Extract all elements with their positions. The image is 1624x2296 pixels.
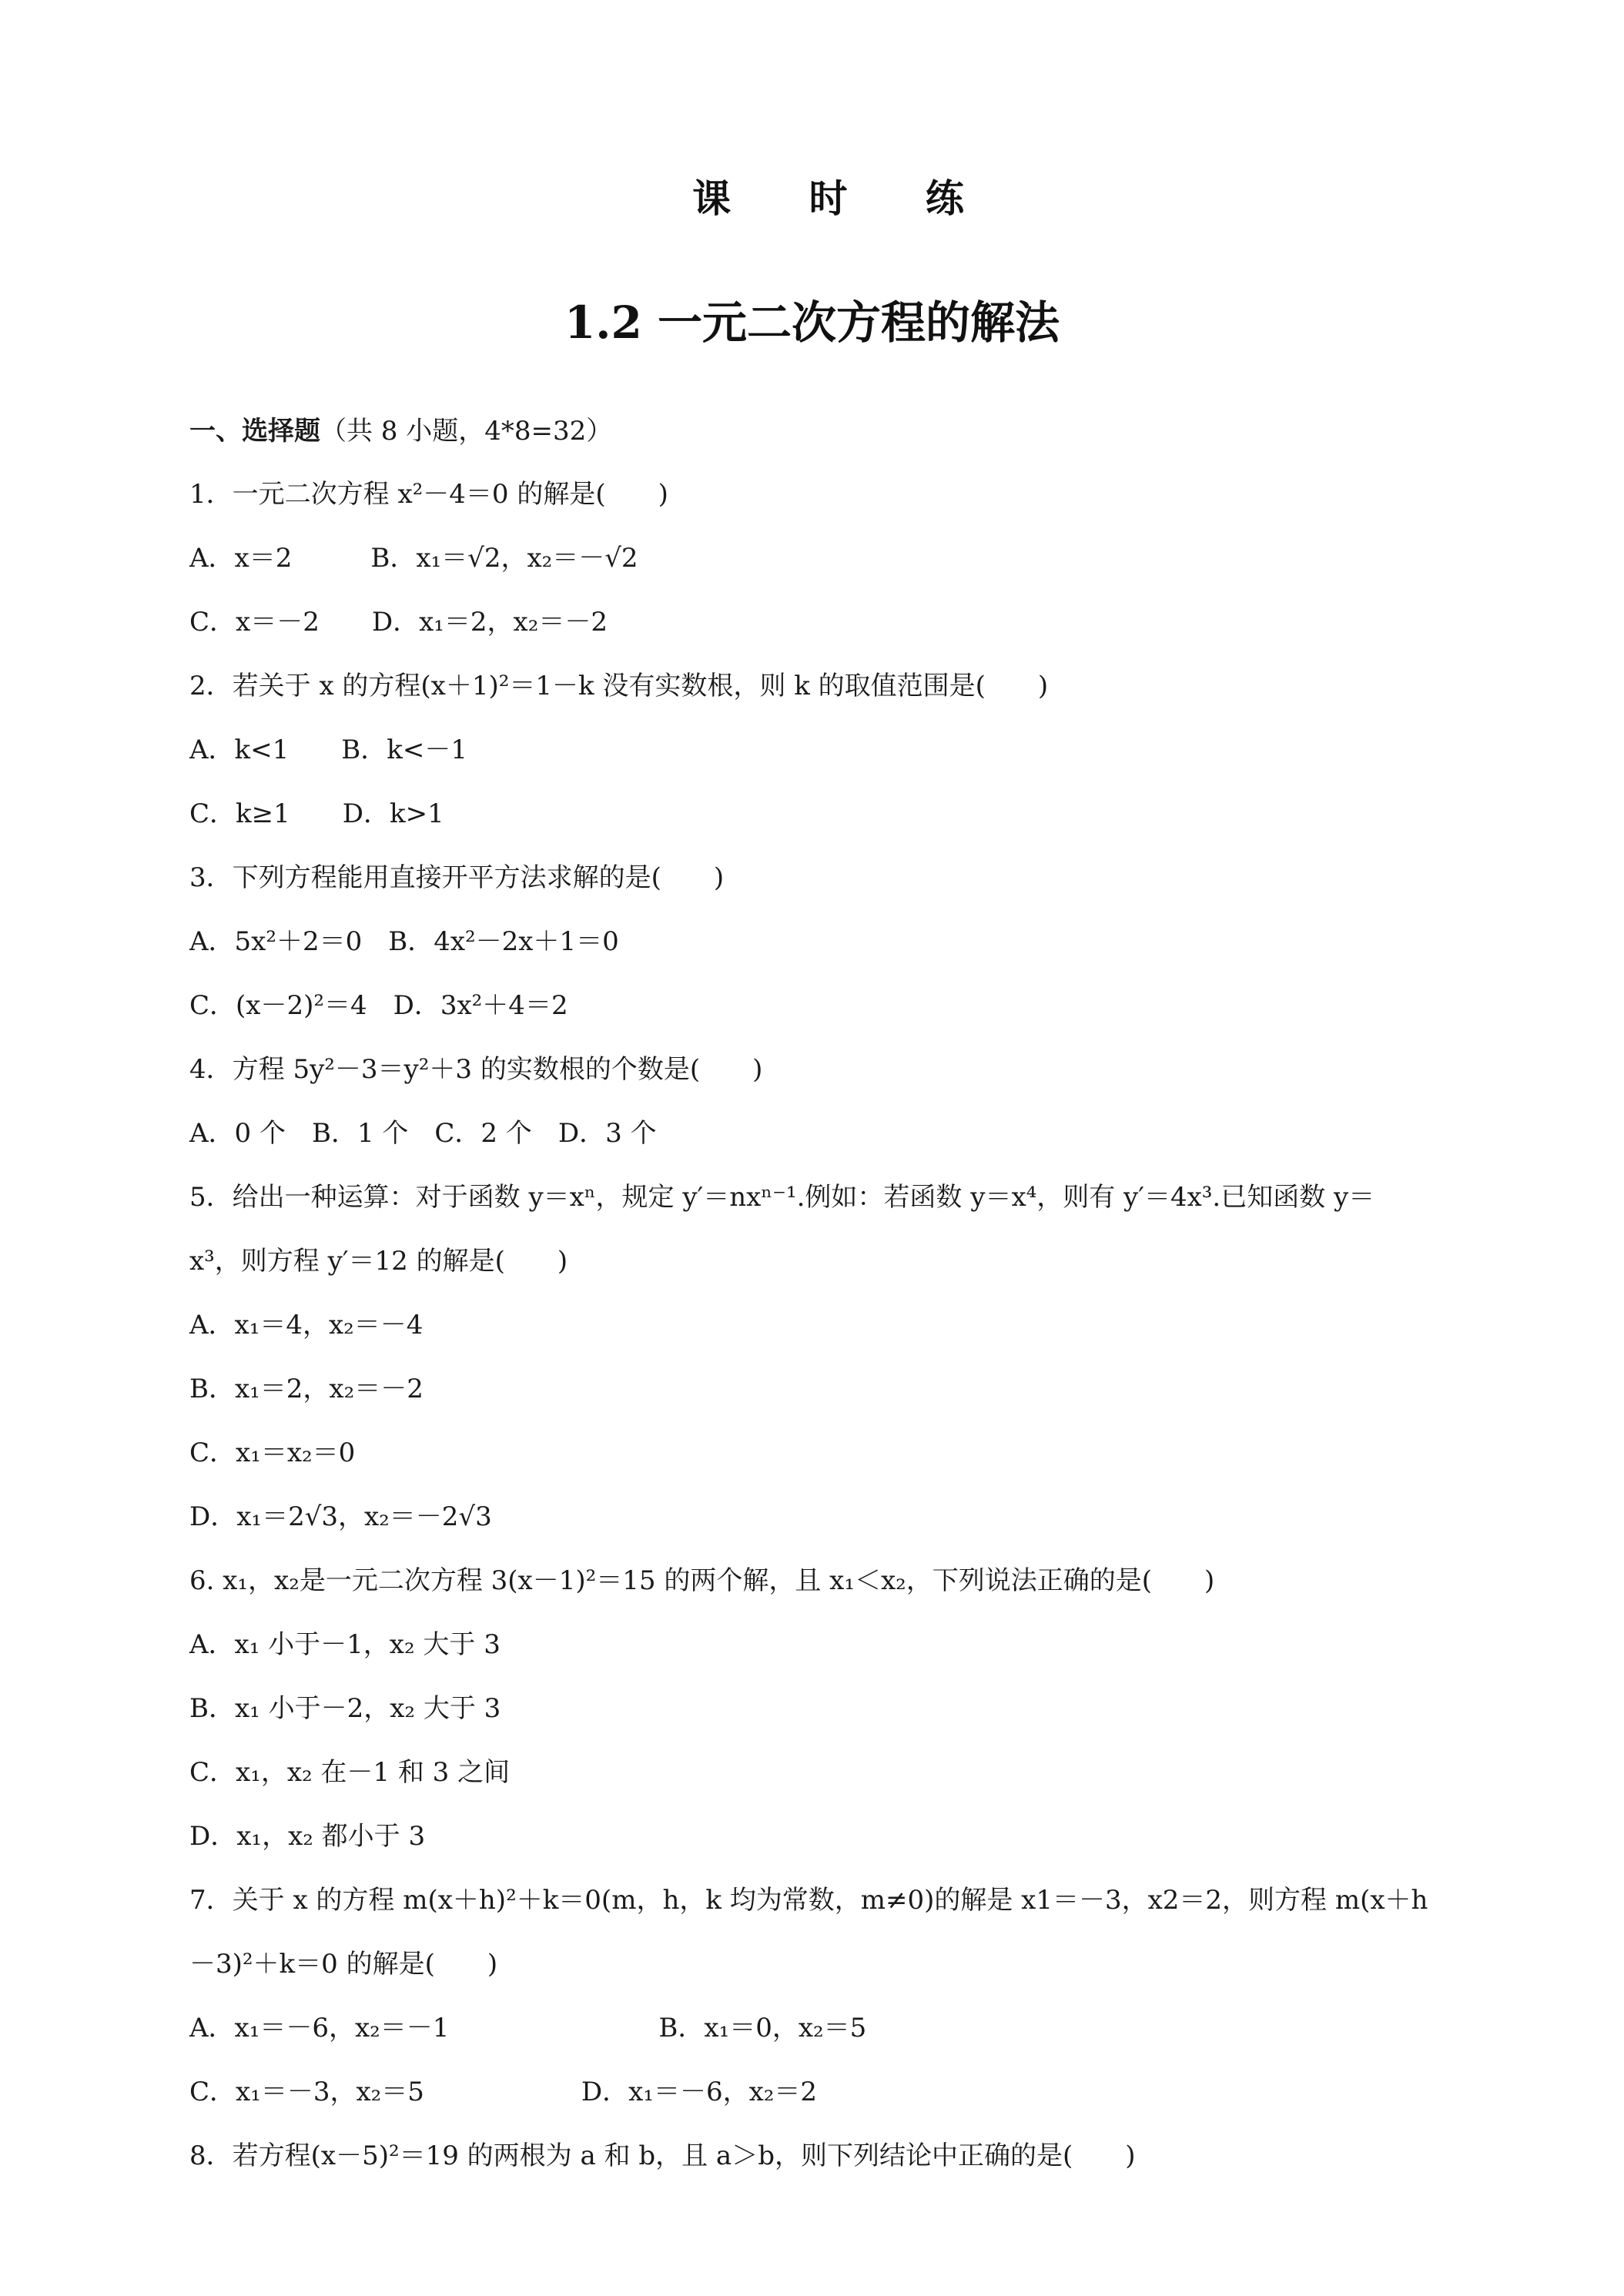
- q2-options-cd: C．k≥1 D．k>1: [189, 798, 444, 829]
- question-7: 7．关于 x 的方程 m(x＋h)²＋k＝0(m，h，k 均为常数，m≠0)的解是 x1＝－3，x2＝2，则方程 m(x＋h: [189, 1885, 1428, 1916]
- q5-option-a: A．x₁＝4，x₂＝－4: [189, 1310, 424, 1340]
- q6-option-a: A．x₁ 小于－1，x₂ 大于 3: [189, 1629, 501, 1660]
- q5-option-c: C．x₁＝x₂＝0: [189, 1438, 356, 1468]
- q7-options-cd: C．x₁＝－3，x₂＝5 D．x₁＝－6，x₂＝2: [189, 2077, 818, 2107]
- q6-option-b: B．x₁ 小于－2，x₂ 大于 3: [189, 1693, 501, 1724]
- section-note: （共 8 小题，4*8=32）: [320, 416, 613, 447]
- question-4: 4．方程 5y²－3＝y²＋3 的实数根的个数是( ): [189, 1054, 763, 1085]
- q5-option-d: D．x₁＝2√3，x₂＝－2√3: [189, 1501, 492, 1532]
- q6-option-c: C．x₁，x₂ 在－1 和 3 之间: [189, 1757, 511, 1788]
- section-label: 一、选择题: [189, 416, 320, 447]
- lesson-title: 1.2 一元二次方程的解法: [564, 296, 1060, 349]
- page-title: 课 时 练: [692, 176, 996, 221]
- q3-options-cd: C．(x－2)²＝4 D．3x²＋4＝2: [189, 990, 568, 1021]
- q6-option-d: D．x₁，x₂ 都小于 3: [189, 1821, 426, 1852]
- section-heading: [189, 416, 612, 447]
- question-7-cont: －3)²＋k＝0 的解是( ): [189, 1949, 498, 1980]
- q4-options: A．0 个 B．1 个 C．2 个 D．3 个: [189, 1118, 657, 1149]
- question-6: 6. x₁，x₂是一元二次方程 3(x－1)²＝15 的两个解，且 x₁＜x₂，下列说法正确的是( ): [189, 1565, 1215, 1596]
- question-5-cont: x³，则方程 y′＝12 的解是( ): [189, 1246, 568, 1277]
- q2-options-ab: A．k<1 B．k<－1: [189, 735, 467, 765]
- q1-options-cd: C．x＝－2 D．x₁＝2，x₂＝－2: [189, 607, 608, 638]
- question-2: 2．若关于 x 的方程(x＋1)²＝1－k 没有实数根，则 k 的取值范围是( ): [189, 671, 1049, 701]
- question-3: 3．下列方程能用直接开平方法求解的是( ): [189, 862, 725, 893]
- q7-options-ab: A．x₁＝－6，x₂＝－1 B．x₁＝0，x₂＝5: [189, 2013, 867, 2043]
- q3-options-ab: A．5x²＋2＝0 B．4x²－2x＋1＝0: [189, 926, 619, 957]
- question-5: 5．给出一种运算：对于函数 y＝xⁿ，规定 y′＝nxⁿ⁻¹.例如：若函数 y＝x⁴，则有 y′＝4x³.已知函数 y＝: [189, 1182, 1375, 1213]
- q1-options-ab: A．x＝2 B．x₁＝√2，x₂＝－√2: [189, 543, 638, 574]
- question-1: 1．一元二次方程 x²－4＝0 的解是( ): [189, 479, 668, 510]
- question-8: 8．若方程(x－5)²＝19 的两根为 a 和 b，且 a＞b，则下列结论中正确的是( ): [189, 2140, 1136, 2171]
- q5-option-b: B．x₁＝2，x₂＝－2: [189, 1374, 424, 1404]
